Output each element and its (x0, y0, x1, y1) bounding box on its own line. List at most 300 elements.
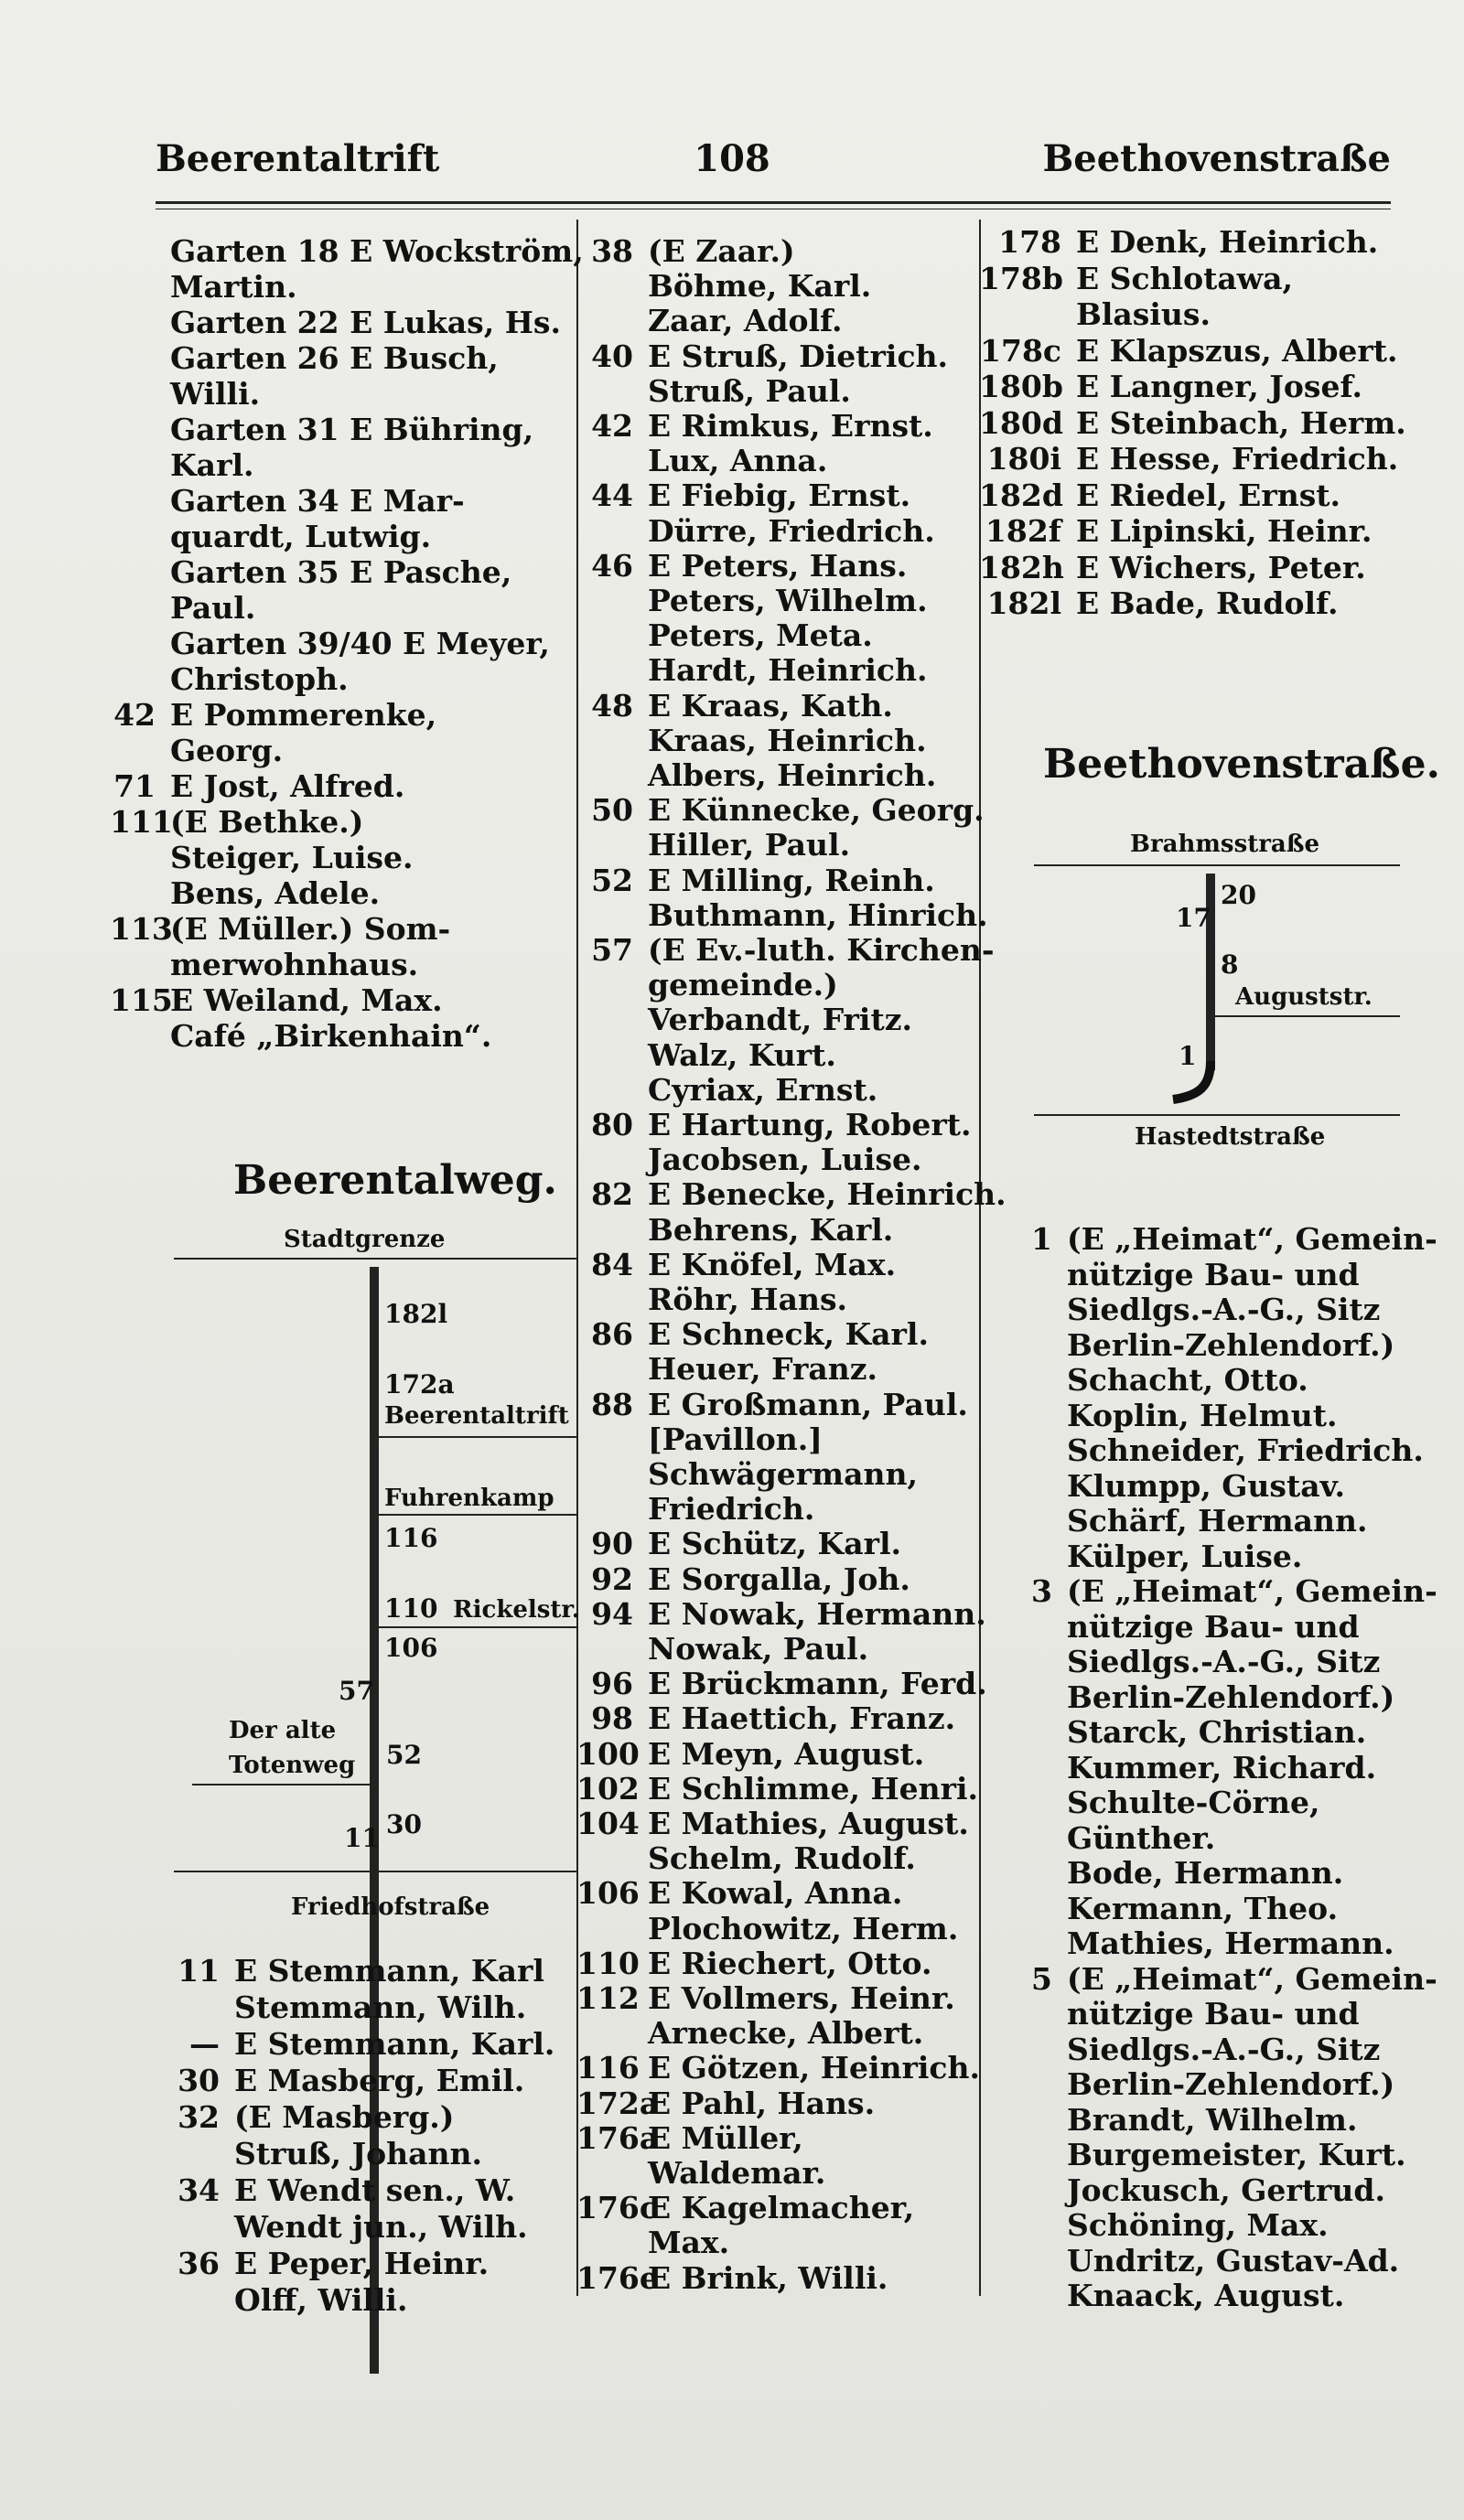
entry-text: Plochowitz, Herm. (648, 1910, 959, 1946)
entry-text: Georg. (170, 733, 284, 768)
house-number: 50 (591, 792, 633, 829)
entry-text: Waldemar. (648, 2155, 826, 2191)
directory-entry (1006, 1820, 1215, 1857)
entry-text: Garten 26 E Busch, (170, 340, 499, 376)
directory-entry (576, 1946, 931, 1982)
directory-entry (576, 513, 935, 550)
map-top-line (174, 1258, 576, 1260)
entry-text: Schöning, Max. (1067, 2207, 1329, 2243)
entry-text: E Götzen, Heinrich. (648, 2050, 980, 2086)
cross-street-beerentaltrift: Beerentaltrift (384, 1402, 569, 1430)
entry-text: E Weiland, Max. (170, 982, 443, 1018)
header-rule (156, 201, 1391, 204)
directory-entry (576, 1561, 910, 1598)
entry-text: E Stemmann, Karl. (234, 2026, 555, 2062)
house-number: 42 (591, 408, 633, 444)
entry-text: Schulte-Cörne, (1067, 1785, 1320, 1820)
entry-text: E Meyn, August. (648, 1735, 925, 1772)
entry-text: (E „Heimat“, Gemein- (1067, 1960, 1437, 1997)
entry-text: (E Ev.-luth. Kirchen- (648, 932, 995, 968)
directory-entry (110, 804, 363, 841)
map-top-street: Stadtgrenze (284, 1226, 446, 1253)
directory-entry (1006, 1398, 1337, 1434)
entry-text: E Schlotawa, (1076, 260, 1294, 296)
entry-text: (E „Heimat“, Gemein- (1067, 1221, 1437, 1257)
entry-text: E Peper, Heinr. (234, 2246, 490, 2281)
beethoven-map-num-17: 17 (1176, 903, 1211, 933)
directory-entry (1006, 1503, 1367, 1539)
entry-text: Kraas, Heinrich. (648, 722, 927, 758)
directory-entry (110, 733, 283, 769)
directory-entry (119, 2282, 407, 2319)
house-number: 180i (986, 441, 1061, 477)
entry-text: (E Bethke.) (170, 804, 364, 840)
entry-text: Christoph. (170, 661, 349, 697)
directory-entry (576, 1840, 916, 1877)
entry-text: E Riedel, Ernst. (1076, 477, 1341, 513)
house-number: 176a (576, 2119, 660, 2156)
house-number: 102 (576, 1770, 640, 1807)
entry-text: E Riechert, Otto. (648, 1945, 932, 1981)
directory-entry (576, 408, 933, 445)
directory-entry (110, 447, 253, 484)
directory-entry (1006, 1679, 1394, 1716)
entry-text: Bode, Hermann. (1067, 1855, 1344, 1891)
directory-entry (576, 2190, 914, 2226)
map-bottom-line (174, 1871, 576, 1872)
entry-text: Schelm, Rudolf. (648, 1840, 916, 1877)
directory-entry (110, 305, 561, 341)
directory-entry (576, 2086, 875, 2122)
directory-entry (576, 1421, 823, 1458)
directory-entry (979, 513, 1372, 550)
house-number: 106 (576, 1875, 640, 1912)
directory-entry (576, 1456, 918, 1493)
directory-entry (1006, 1891, 1338, 1927)
directory-entry (576, 2225, 729, 2261)
entry-text: Willi. (170, 376, 261, 412)
entry-text: Zaar, Adolf. (648, 303, 843, 339)
directory-entry (119, 1953, 544, 1989)
entry-text: Berlin-Zehlendorf.) (1067, 1678, 1395, 1715)
cross-street-der-alte: Der alte (229, 1717, 337, 1744)
directory-entry (576, 1526, 901, 1562)
entry-text: Schacht, Otto. (1067, 1362, 1308, 1398)
directory-entry (110, 947, 418, 983)
directory-entry (1006, 1785, 1320, 1821)
house-number: 38 (591, 233, 633, 269)
entry-text: Hiller, Paul. (648, 827, 851, 863)
entry-text: Garten 39/40 E Meyer, (170, 626, 550, 661)
entry-text: E Kowal, Anna. (648, 1875, 903, 1912)
entry-text: E Wichers, Peter. (1076, 549, 1366, 585)
house-number: 71 (113, 768, 156, 804)
directory-entry (576, 1596, 986, 1633)
directory-entry (576, 652, 927, 689)
directory-entry (110, 875, 380, 912)
directory-entry (110, 412, 533, 448)
cross-line-rickelstr (379, 1626, 576, 1628)
directory-entry (576, 1176, 1006, 1213)
directory-entry (576, 1875, 902, 1912)
directory-entry (110, 590, 255, 627)
directory-entry (576, 477, 910, 514)
entry-text: Friedrich. (648, 1491, 815, 1528)
entry-text: Max. (648, 2225, 730, 2261)
entry-text: (E Zaar.) (648, 233, 795, 269)
directory-entry (1006, 1468, 1345, 1505)
house-number: 176c (576, 2190, 658, 2226)
directory-entry (576, 897, 988, 934)
directory-entry (576, 2155, 825, 2192)
entry-text: quardt, Lutwig. (170, 519, 432, 554)
entry-text: (E Müller.) Som- (170, 911, 451, 947)
entry-text: E Pahl, Hans. (648, 2085, 876, 2121)
map-num-106: 106 (384, 1633, 438, 1663)
house-number: 92 (591, 1560, 633, 1597)
directory-entry (576, 932, 995, 969)
entry-text: Peters, Meta. (648, 617, 873, 654)
entry-text: Dürre, Friedrich. (648, 512, 935, 549)
directory-entry (576, 2120, 803, 2157)
house-number: 100 (576, 1735, 640, 1772)
entry-text: Garten 31 E Bühring, (170, 412, 534, 447)
beerentalweg-title: Beerentalweg. (233, 1157, 557, 1204)
entry-text: nützige Bau- und (1067, 1996, 1360, 2032)
house-number: 172a (576, 2085, 660, 2121)
entry-text: E Großmann, Paul. (648, 1386, 968, 1422)
beethoven-map-bottom-street: Hastedtstraße (1135, 1123, 1326, 1151)
beethovenstrasse-title: Beethovenstraße. (1043, 741, 1440, 788)
house-number: 3 (1031, 1573, 1052, 1609)
directory-entry (576, 233, 795, 270)
entry-text: Brandt, Wilhelm. (1067, 2101, 1358, 2138)
beethoven-map-num-1: 1 (1179, 1041, 1197, 1071)
directory-entry (1006, 1257, 1360, 1293)
entry-text: Klumpp, Gustav. (1067, 1467, 1345, 1504)
directory-entry (1006, 1221, 1437, 1258)
directory-entry (576, 967, 838, 1003)
entry-text: Heuer, Franz. (648, 1351, 877, 1388)
entry-text: E Kraas, Kath. (648, 687, 893, 724)
entry-text: (E Masberg.) (234, 2099, 455, 2135)
house-number: 111 (110, 804, 173, 840)
directory-entry (1006, 2278, 1344, 2314)
directory-entry (576, 373, 851, 410)
entry-text: E Brink, Willi. (648, 2259, 888, 2296)
directory-entry (576, 1212, 893, 1249)
entry-text: [Pavillon.] (648, 1421, 823, 1457)
directory-entry (576, 1387, 968, 1423)
directory-entry (576, 1700, 955, 1737)
house-number: 86 (591, 1316, 633, 1353)
directory-entry (119, 1989, 526, 2026)
entry-text: Garten 35 E Pasche, (170, 554, 512, 590)
directory-entry (576, 1911, 958, 1947)
directory-entry (576, 1771, 978, 1807)
entry-text: E Schütz, Karl. (648, 1526, 901, 1562)
house-number: 116 (576, 2050, 640, 2086)
entry-text: Siedlgs.-A.-G., Sitz (1067, 1292, 1381, 1327)
beethoven-map-num-20: 20 (1221, 880, 1256, 910)
entry-text: E Sorgalla, Joh. (648, 1560, 910, 1597)
directory-entry (110, 269, 297, 306)
directory-entry (110, 483, 465, 520)
entry-text: Garten 34 E Mar- (170, 483, 465, 519)
map-num-52: 52 (386, 1740, 422, 1770)
entry-text: E Stemmann, Karl (234, 1953, 544, 1989)
directory-entry (1006, 2243, 1399, 2279)
entry-text: Verbandt, Fritz. (648, 1002, 912, 1038)
entry-text: gemeinde.) (648, 967, 838, 1003)
cross-line-totenweg (192, 1784, 370, 1785)
directory-entry (1006, 1714, 1366, 1751)
house-number: 178 (998, 224, 1061, 260)
entry-text: Knaack, August. (1067, 2278, 1345, 2313)
directory-entry (979, 333, 1398, 370)
house-number: 178c (980, 332, 1061, 369)
directory-entry (1006, 1432, 1424, 1469)
directory-entry (576, 1491, 814, 1528)
house-number: 88 (591, 1386, 633, 1422)
entry-text: Albers, Heinrich. (648, 757, 937, 793)
entry-text: E Jost, Alfred. (170, 768, 405, 804)
house-number: 34 (178, 2172, 220, 2208)
entry-text: Buthmann, Hinrich. (648, 896, 988, 933)
directory-entry (576, 827, 850, 863)
house-number: 84 (591, 1246, 633, 1282)
directory-entry (979, 477, 1340, 514)
directory-entry (1006, 2172, 1385, 2209)
directory-entry (1006, 1996, 1360, 2032)
directory-entry (576, 1072, 877, 1109)
entry-text: Behrens, Karl. (648, 1211, 894, 1248)
directory-entry (119, 2063, 524, 2099)
entry-text: Mathies, Hermann. (1067, 1925, 1394, 1961)
cross-street-rickelstr: Rickelstr. (453, 1596, 580, 1624)
directory-entry (1006, 2032, 1380, 2068)
entry-text: E Kagelmacher, (648, 2190, 915, 2226)
entry-text: E Benecke, Heinrich. (648, 1176, 1006, 1213)
house-number: 98 (591, 1700, 633, 1737)
entry-text: Undritz, Gustav-Ad. (1067, 2242, 1400, 2279)
entry-text: Jacobsen, Luise. (648, 1142, 922, 1178)
directory-entry (110, 911, 450, 948)
entry-text: E Fiebig, Ernst. (648, 477, 911, 514)
house-number: 40 (591, 338, 633, 374)
map-num-11: 11 (344, 1823, 380, 1853)
entry-text: Peters, Wilhelm. (648, 583, 928, 618)
house-number: 180b (979, 369, 1063, 404)
directory-entry (119, 2099, 454, 2136)
entry-text: Hardt, Heinrich. (648, 652, 928, 689)
entry-text: E Steinbach, Herm. (1076, 404, 1406, 441)
directory-entry (979, 369, 1362, 405)
directory-entry (1006, 1644, 1380, 1680)
entry-text: Nowak, Paul. (648, 1631, 869, 1667)
entry-text: Schwägermann, (648, 1456, 918, 1492)
house-number: 96 (591, 1666, 633, 1702)
header-left-street: Beerentaltrift (156, 137, 440, 180)
entry-text: E Lipinski, Heinr. (1076, 513, 1372, 549)
entry-text: E Hesse, Friedrich. (1076, 441, 1399, 477)
directory-entry (119, 2136, 482, 2172)
entry-text: E Hartung, Robert. (648, 1107, 972, 1142)
entry-text: Lux, Anna. (648, 443, 828, 479)
directory-entry (576, 548, 907, 584)
house-number: 113 (110, 911, 173, 947)
entry-text: E Bade, Rudolf. (1076, 585, 1339, 621)
entry-text: Kummer, Richard. (1067, 1749, 1377, 1785)
map-num-57: 57 (339, 1676, 374, 1706)
directory-entry (576, 1037, 836, 1074)
entry-text: Siedlgs.-A.-G., Sitz (1067, 1644, 1381, 1679)
map-num-30: 30 (386, 1809, 422, 1839)
entry-text: E Masberg, Emil. (234, 2063, 525, 2098)
page-number: 108 (694, 137, 770, 180)
directory-entry (1006, 2207, 1329, 2244)
entry-text: E Brückmann, Ferd. (648, 1666, 987, 1702)
house-number: 1 (1031, 1221, 1052, 1257)
entry-text: Martin. (170, 269, 297, 305)
directory-entry (110, 982, 443, 1019)
directory-entry (576, 583, 928, 619)
directory-entry (1006, 2137, 1406, 2173)
directory-entry (576, 2050, 980, 2086)
entry-text: E Mathies, August. (648, 1806, 969, 1841)
entry-text: Struß, Paul. (648, 372, 851, 409)
cross-street-totenweg: Totenweg (229, 1752, 356, 1779)
entry-text: Bens, Adele. (170, 875, 381, 911)
entry-text: Cyriax, Ernst. (648, 1071, 878, 1108)
directory-entry (119, 2209, 528, 2246)
road-curve-icon (1171, 1061, 1226, 1107)
directory-entry (979, 224, 1378, 261)
entry-text: E Knöfel, Max. (648, 1246, 897, 1282)
directory-entry (979, 405, 1406, 442)
directory-entry (1006, 1362, 1308, 1399)
entry-text: Wendt jun., Wilh. (234, 2209, 528, 2245)
house-number: 11 (178, 1953, 220, 1989)
house-number: 42 (113, 697, 156, 733)
entry-text: Café „Birkenhain“. (170, 1018, 492, 1054)
directory-entry (576, 1351, 877, 1388)
entry-text: Günther. (1067, 1819, 1216, 1856)
house-number: 182l (986, 585, 1061, 621)
house-number: 176e (576, 2259, 659, 2296)
directory-entry (1006, 1609, 1360, 1646)
cross-street-fuhrenkamp: Fuhrenkamp (384, 1485, 554, 1512)
house-number: 52 (591, 862, 633, 898)
entry-text: E Klapszus, Albert. (1076, 332, 1398, 369)
house-number: 182d (979, 477, 1063, 513)
directory-entry (576, 1107, 972, 1143)
house-number: 115 (110, 982, 173, 1018)
entry-text: Koplin, Helmut. (1067, 1397, 1338, 1433)
directory-entry (1006, 1327, 1394, 1364)
directory-entry (979, 550, 1366, 586)
entry-text: E Peters, Hans. (648, 547, 908, 584)
entry-text: E Wendt sen., W. (234, 2172, 516, 2208)
entry-text: (E „Heimat“, Gemein- (1067, 1573, 1437, 1609)
directory-entry (576, 757, 936, 794)
directory-entry (119, 2246, 489, 2282)
entry-text: E Denk, Heinrich. (1076, 224, 1379, 260)
directory-entry (1006, 1925, 1394, 1962)
map-num-116: 116 (384, 1523, 438, 1553)
entry-text: Arnecke, Albert. (648, 2015, 924, 2052)
cross-line-beerentaltrift (379, 1436, 576, 1438)
house-number: 104 (576, 1806, 640, 1841)
beethoven-map-bottom-line (1034, 1114, 1400, 1116)
entry-text: nützige Bau- und (1067, 1608, 1360, 1645)
directory-entry (979, 585, 1339, 622)
directory-entry (576, 1736, 924, 1773)
entry-text: Schärf, Hermann. (1067, 1503, 1368, 1539)
beethoven-map-top-line (1034, 864, 1400, 866)
directory-entry (979, 441, 1398, 477)
house-number: — (189, 2026, 220, 2062)
entry-text: E Milling, Reinh. (648, 862, 935, 898)
directory-entry (1006, 1573, 1437, 1610)
directory-entry (1006, 1750, 1376, 1786)
map-num-110: 110 (384, 1593, 438, 1624)
directory-entry (110, 1018, 491, 1055)
directory-entry (576, 1666, 987, 1702)
entry-text: merwohnhaus. (170, 947, 419, 982)
house-number: 182f (985, 513, 1061, 549)
directory-entry (576, 338, 948, 375)
house-number: 110 (576, 1945, 640, 1981)
directory-entry (979, 261, 1293, 297)
directory-entry (119, 2172, 515, 2209)
directory-entry (576, 1631, 868, 1667)
entry-text: Starck, Christian. (1067, 1714, 1367, 1750)
entry-text: Walz, Kurt. (648, 1036, 836, 1073)
entry-text: Berlin-Zehlendorf.) (1067, 2066, 1395, 2102)
entry-text: Böhme, Karl. (648, 268, 872, 305)
house-number: 80 (591, 1107, 633, 1142)
entry-text: Stemmann, Wilh. (234, 1989, 527, 2025)
directory-entry (576, 723, 927, 759)
directory-entry (576, 1316, 929, 1353)
entry-text: E Schlimme, Henri. (648, 1770, 979, 1807)
directory-entry (576, 2015, 923, 2052)
house-number: 57 (591, 932, 633, 968)
directory-entry (576, 2260, 888, 2297)
entry-text: Paul. (170, 590, 256, 626)
directory-entry (1006, 1292, 1380, 1328)
beethoven-cross-auguststr: Auguststr. (1235, 983, 1372, 1011)
map-num-182l: 182l (384, 1299, 448, 1329)
entry-text: Struß, Johann. (234, 2136, 482, 2171)
entry-text: E Haettich, Franz. (648, 1700, 956, 1737)
directory-entry (576, 1002, 912, 1038)
entry-text: Külper, Luise. (1067, 1538, 1303, 1574)
directory-entry (576, 617, 873, 654)
house-number: 44 (591, 477, 633, 514)
house-number: 32 (178, 2099, 220, 2135)
directory-entry (576, 268, 871, 305)
house-number: 82 (591, 1176, 633, 1213)
house-number: 182h (979, 549, 1064, 585)
entry-text: Steiger, Luise. (170, 840, 414, 875)
entry-text: Garten 22 E Lukas, Hs. (170, 305, 561, 340)
entry-text: Schneider, Friedrich. (1067, 1432, 1424, 1468)
directory-entry (110, 554, 511, 591)
house-number: 46 (591, 547, 633, 584)
directory-entry (1006, 2102, 1357, 2139)
